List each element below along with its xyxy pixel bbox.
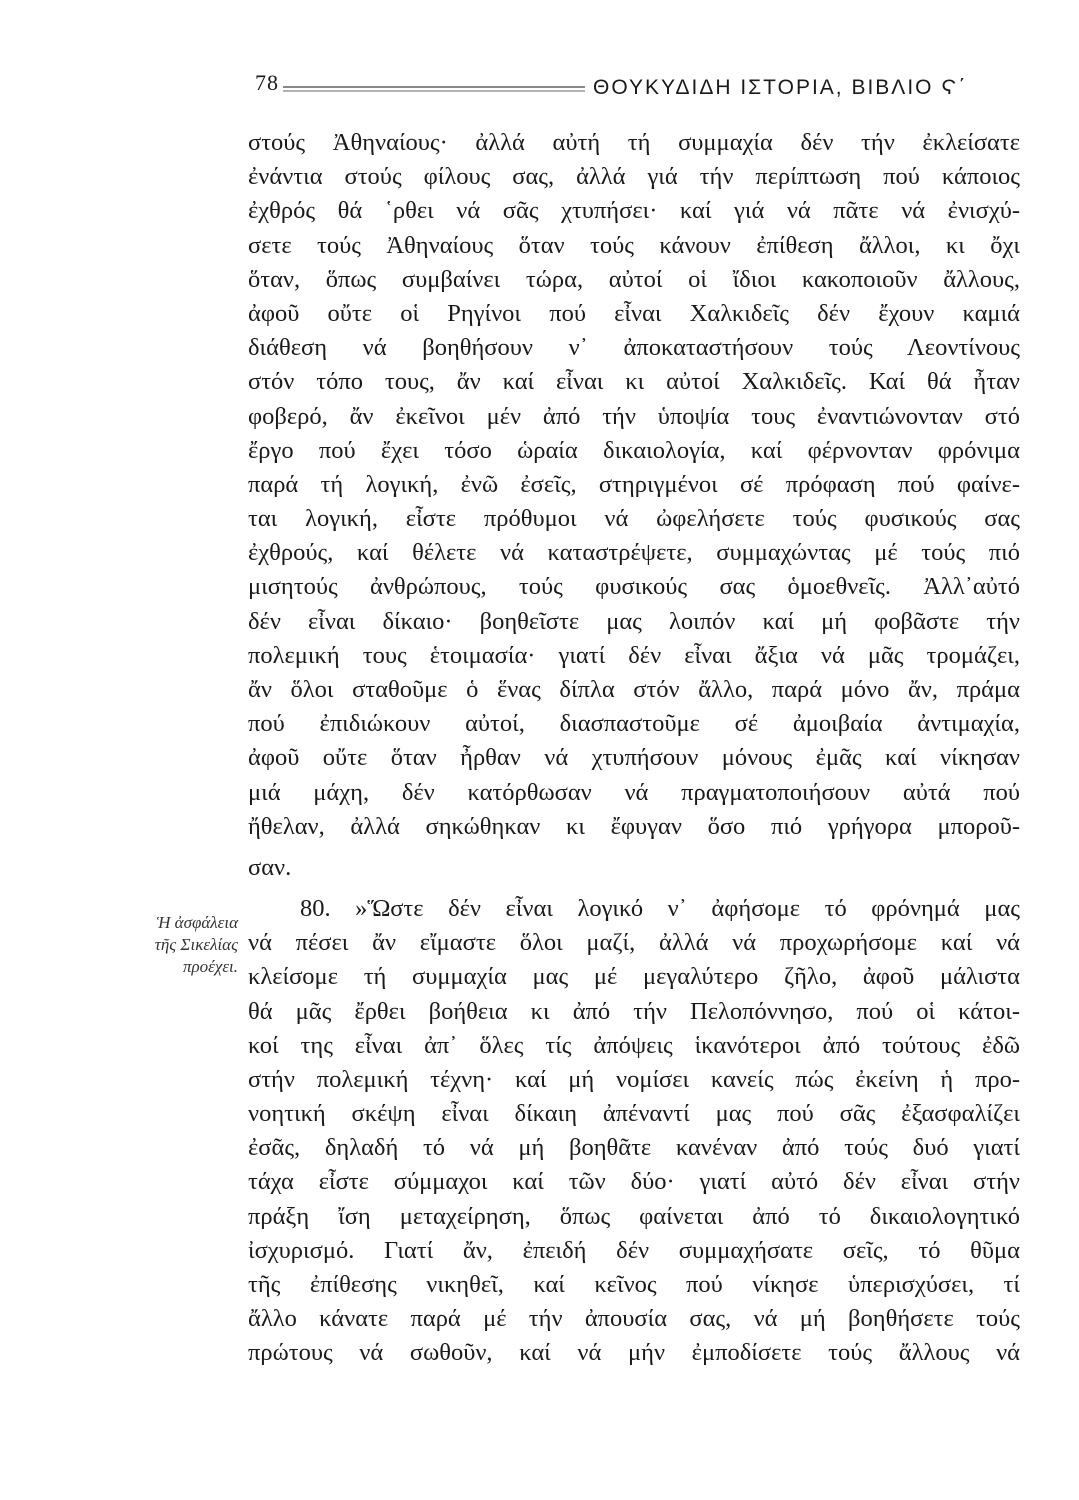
text-line: στήν πολεμική τέχνη· καί μή νομίσει κανείς πώς ἐκείνη ἡ προ-	[248, 1065, 1020, 1093]
text-line: μισητούς ἀνθρώπους, τούς φυσικούς σας ὁμοεθνεῖς. Ἀλλ᾽αὐτό	[248, 573, 1020, 601]
header-rule-secondary	[283, 90, 585, 92]
text-line: θά μᾶς ἔρθει βοήθεια κι ἀπό τήν Πελοπόννησο, πού οἱ κάτοι-	[248, 997, 1020, 1025]
text-line: πρώτους νά σωθοῦν, καί νά μήν ἐμποδίσετε τούς ἄλλους νά	[248, 1339, 1020, 1367]
text-line: μιά μάχη, δέν κατόρθωσαν νά πραγματοποιήσουν αὐτά πού	[248, 778, 1020, 806]
text-line: στόν τόπο τους, ἄν καί εἶναι κι αὐτοί Χαλκιδεῖς. Καί θά ἦταν	[248, 368, 1020, 396]
text-line: ται λογική, εἶστε πρόθυμοι νά ὠφελήσετε τούς φυσικούς σας	[248, 505, 1020, 533]
text-line: πολεμική τους ἑτοιμασία· γιατί δέν εἶναι ἄξια νά μᾶς τρομάζει,	[248, 641, 1020, 669]
text-line: νοητική σκέψη εἶναι δίκαιη ἀπέναντί μας πού σᾶς ἐξασφαλίζει	[248, 1100, 1020, 1128]
text-line: ἄν ὅλοι σταθοῦμε ὁ ἕνας δίπλα στόν ἄλλο, παρά μόνο ἄν, πράμα	[248, 676, 1020, 703]
text-line: παρά τή λογική, ἐνῶ ἐσεῖς, στηριγμένοι σέ πρόφαση πού φαίνε-	[248, 470, 1020, 498]
text-line: πράξη ἴση μεταχείρηση, ὅπως φαίνεται ἀπό τό δικαιολογητικό	[248, 1202, 1020, 1230]
text-line: ἐχθρούς, καί θέλετε νά καταστρέψετε, συμμαχώντας μέ τούς πιό	[248, 539, 1020, 567]
text-line: κοί της εἶναι ἀπ᾽ ὅλες τίς ἀπόψεις ἱκανότεροι ἀπό τούτους ἐδῶ	[248, 1031, 1020, 1059]
text-line: διάθεση νά βοηθήσουν ν᾽ ἀποκαταστήσουν τούς Λεοντίνους	[248, 334, 1020, 362]
text-line: τῆς ἐπίθεσης νικηθεῖ, καί κεῖνος πού νίκησε ὑπερισχύσει, τί	[248, 1271, 1020, 1298]
text-line: ἤθελαν, ἀλλά σηκώθηκαν κι ἔφυγαν ὅσο πιό γρήγορα μποροῦ-	[248, 812, 1020, 840]
running-title: ΘΟΥΚΥΔΙΔΗ ΙΣΤΟΡΙΑ, ΒΙΒΛΙΟ Ϛ΄	[593, 76, 968, 99]
text-line: ἀφοῦ οὔτε οἱ Ρηγίνοι πού εἶναι Χαλκιδεῖς δέν ἔχουν καμιά	[248, 299, 1020, 327]
text-line: ὅταν, ὅπως συμβαίνει τώρα, αὐτοί οἱ ἴδιοι κακοποιοῦν ἄλλους,	[248, 265, 1020, 293]
margin-note-line: Ἡ ἀσφάλεια	[156, 913, 238, 932]
text-line: δέν εἶναι δίκαιο· βοηθεῖστε μας λοιπόν καί μή φοβᾶστε τήν	[248, 607, 1020, 635]
text-line: σαν.	[248, 853, 292, 881]
text-line: κλείσομε τή συμμαχία μας μέ μεγαλύτερο ζῆλο, ἀφοῦ μάλιστα	[248, 963, 1020, 991]
text-line: σετε τούς Ἀθηναίους ὅταν τούς κάνουν ἐπίθεση ἄλλοι, κι ὄχι	[248, 231, 1020, 259]
section-80-first-line: 80. »Ὥστε δέν εἶναι λογικό ν᾽ ἀφήσομε τό φρόνημά μας	[300, 894, 1020, 922]
text-line: τάχα εἶστε σύμμαχοι καί τῶν δύο· γιατί αὐτό δέν εἶναι στήν	[248, 1168, 1020, 1196]
text-line: ἐχθρός θά ῾ρθει νά σᾶς χτυπήσει· καί γιά νά πᾶτε νά ἐνισχύ-	[248, 197, 1020, 225]
text-line: νά πέσει ἄν εἴμαστε ὅλοι μαζί, ἀλλά νά προχωρήσομε καί νά	[248, 929, 1020, 957]
text-line: ἰσχυρισμό. Γιατί ἄν, ἐπειδή δέν συμμαχήσατε σεῖς, τό θῦμα	[248, 1236, 1020, 1264]
header-rule	[283, 86, 585, 88]
text-line: ἔργο πού ἔχει τόσο ὡραία δικαιολογία, καί φέρνονταν φρόνιμα	[248, 436, 1020, 464]
body-text	[248, 126, 1020, 1371]
text-line: ἄλλο κάνατε παρά μέ τήν ἀπουσία σας, νά μή βοηθήσετε τούς	[248, 1305, 1020, 1333]
text-line: πού ἐπιδιώκουν αὐτοί, διασπαστοῦμε σέ ἀμοιβαία ἀντιμαχία,	[248, 710, 1020, 738]
margin-note	[58, 912, 238, 978]
text-line: ἐνάντια στούς φίλους σας, ἀλλά γιά τήν περίπτωση πού κάποιος	[248, 163, 1020, 191]
text-line: φοβερό, ἄν ἐκεῖνοι μέν ἀπό τήν ὑποψία τους ἐναντιώνονταν στό	[248, 402, 1020, 430]
text-line: ἀφοῦ οὔτε ὅταν ἦρθαν νά χτυπήσουν μόνους ἐμᾶς καί νίκησαν	[248, 744, 1020, 772]
page-header	[255, 68, 1025, 104]
page-number: 78	[255, 70, 279, 95]
margin-note-line: τῆς Σικελίας	[154, 935, 238, 954]
margin-note-line: προέχει.	[182, 957, 238, 976]
text-line: ἐσᾶς, δηλαδή τό νά μή βοηθᾶτε κανέναν ἀπό τούς δυό γιατί	[248, 1134, 1020, 1162]
text-line: στούς Ἀθηναίους· ἀλλά αὐτή τή συμμαχία δέν τήν ἐκλείσατε	[248, 129, 1020, 156]
